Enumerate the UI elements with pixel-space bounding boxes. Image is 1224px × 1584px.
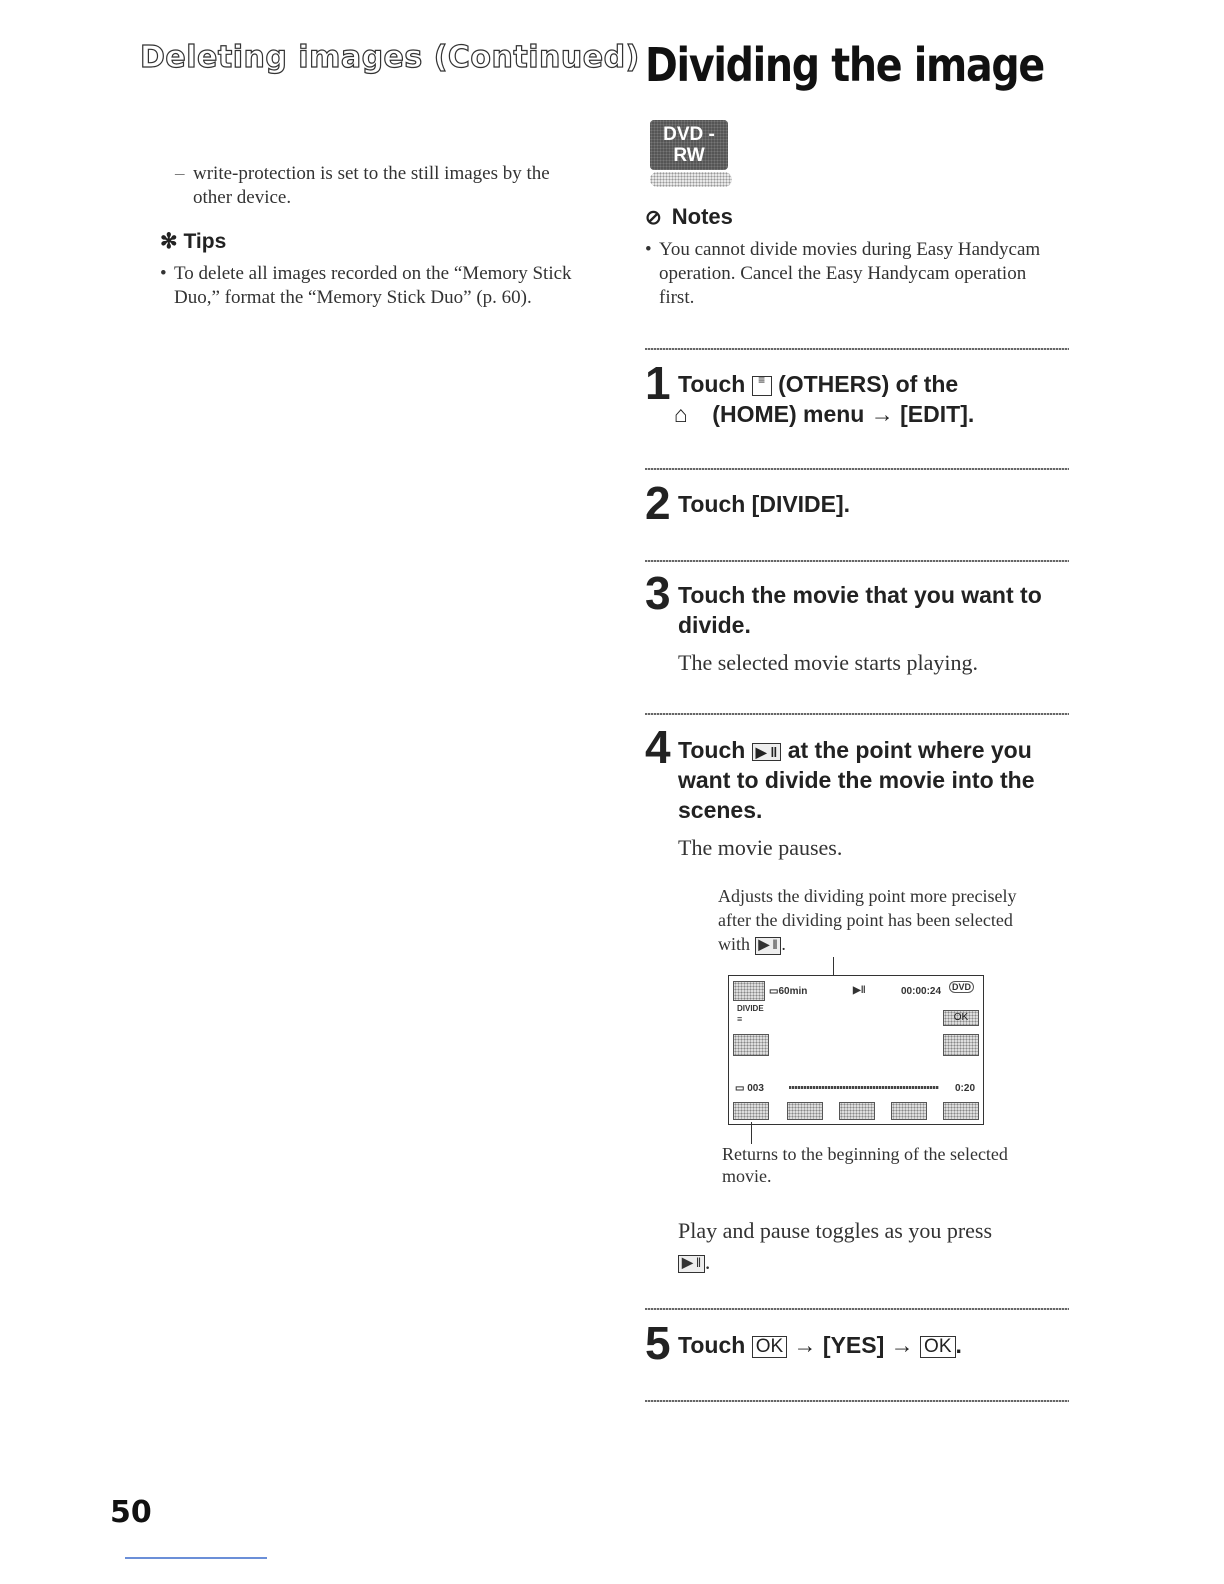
- divider-rule: [645, 560, 1069, 562]
- step-2-text: Touch [DIVIDE].: [678, 491, 851, 517]
- progress-bar: [789, 1086, 939, 1089]
- playback-status: ▶‖: [853, 985, 866, 996]
- step-5-touch: Touch: [678, 1332, 746, 1358]
- duration: 0:20: [955, 1083, 976, 1094]
- lightbulb-icon: ✻: [160, 230, 178, 253]
- home-icon: ⌂: [674, 401, 688, 427]
- dash-list-item: [175, 162, 575, 210]
- play-pause-button[interactable]: [839, 1102, 875, 1120]
- tips-title: [160, 229, 226, 254]
- step-1-others: (OTHERS) of the: [778, 371, 959, 397]
- ok-button[interactable]: OK: [943, 1010, 979, 1026]
- scene-icon: ▭: [735, 1083, 745, 1094]
- section-heading-left: Deleting images (Continued): [140, 40, 640, 75]
- callout-bottom: Returns to the beginning of the selected movie.: [722, 1144, 1008, 1186]
- timecode: 00:00:24: [901, 986, 942, 997]
- notes-title: [645, 204, 733, 230]
- mode-label: DIVIDE: [737, 1004, 764, 1013]
- play-note-text: Play and pause toggles as you press: [678, 1218, 993, 1243]
- lcd-screen-diagram: [728, 975, 984, 1125]
- frame-back-button[interactable]: [733, 1034, 769, 1056]
- step-5-yes: [YES]: [822, 1332, 885, 1358]
- step-number: 5: [645, 1317, 671, 1369]
- ok-icon: OK: [920, 1336, 955, 1358]
- list-icon: ≡: [737, 1014, 743, 1024]
- divider-rule: [645, 713, 1069, 715]
- battery-indicator: [769, 986, 807, 997]
- play-pause-icon: ▶ ‖: [755, 937, 782, 955]
- step-1-text: [674, 369, 1068, 429]
- step-number: 4: [645, 721, 671, 773]
- callout-line-bottom: [751, 1122, 752, 1144]
- bullet-icon: •: [160, 263, 167, 284]
- tips-title-text: Tips: [183, 230, 227, 253]
- badge-underline-decoration: [650, 172, 732, 187]
- tips-item-text: To delete all images recorded on the “Memory Stick Duo,” format the “Memory Stick Duo” (p. 60).: [174, 263, 572, 308]
- step-3-text: Touch the movie that you want to divide.: [678, 582, 1042, 638]
- step-number: 3: [645, 567, 671, 619]
- play-pause-icon: ▶ ‖: [678, 1255, 705, 1273]
- notes-icon: ⊘: [645, 207, 662, 229]
- scene-counter-text: 003: [747, 1083, 764, 1094]
- play-pause-note: Play and pause toggles as you press ▶ ‖ .: [678, 1218, 993, 1274]
- divider-rule: [645, 1308, 1069, 1310]
- rewind-button[interactable]: [787, 1102, 823, 1120]
- step-4-description: The movie pauses.: [678, 835, 843, 860]
- step-4-rest: at the point where you want to divide the movie into the scenes.: [678, 737, 1035, 823]
- step-4-touch: Touch: [678, 737, 746, 763]
- scene-counter: [735, 1083, 764, 1094]
- tips-list-item: [160, 262, 580, 310]
- step-1-edit: [EDIT].: [900, 401, 975, 427]
- step-number: 2: [645, 477, 671, 529]
- step-1-touch: Touch: [678, 371, 746, 397]
- frame-forward-button[interactable]: [943, 1034, 979, 1056]
- step-number: 1: [645, 357, 671, 409]
- battery-icon: ▭: [769, 986, 779, 997]
- menu-button[interactable]: [943, 1102, 979, 1120]
- notes-item-text: You cannot divide movies during Easy Handycam operation. Cancel the Easy Handycam operation first.: [659, 239, 1041, 308]
- arrow-icon: →: [890, 1332, 914, 1358]
- step-5-text: Touch OK → [YES] → OK .: [678, 1332, 962, 1358]
- dash-item-text: write-protection is set to the still images by the other device.: [193, 163, 550, 208]
- ok-icon: OK: [752, 1336, 787, 1358]
- others-icon: ≡: [752, 376, 772, 396]
- battery-text: 60min: [778, 986, 808, 997]
- bullet-icon: •: [645, 239, 652, 260]
- step-3-description: The selected movie starts playing.: [678, 650, 978, 675]
- callout-top-text: Adjusts the dividing point more precisely after the dividing point has been selected with: [718, 886, 1017, 954]
- page-underline: [125, 1557, 267, 1559]
- return-to-start-button[interactable]: [733, 1102, 769, 1120]
- divider-rule: [645, 1400, 1069, 1402]
- dash-marker: –: [175, 163, 185, 184]
- step-1-home: (HOME) menu: [712, 401, 865, 427]
- step-4-text: [678, 735, 1068, 825]
- notes-title-text: Notes: [671, 204, 733, 229]
- page-number: 50: [110, 1495, 152, 1530]
- dvd-icon: DVD: [949, 981, 974, 993]
- forward-button[interactable]: [891, 1102, 927, 1120]
- callout-top: Adjusts the dividing point more precisely after the dividing point has been selected with ▶ ‖ .: [718, 886, 1017, 954]
- play-pause-icon: ▶ ‖: [752, 743, 782, 761]
- arrow-icon: →: [870, 401, 894, 427]
- divider-rule: [645, 348, 1069, 350]
- arrow-icon: →: [793, 1332, 817, 1358]
- notes-list-item: [645, 238, 1045, 310]
- dvd-rw-badge: DVD -RW: [650, 120, 728, 170]
- divider-rule: [645, 468, 1069, 470]
- return-button[interactable]: [733, 981, 765, 1001]
- page-title: Dividing the image: [645, 38, 1044, 92]
